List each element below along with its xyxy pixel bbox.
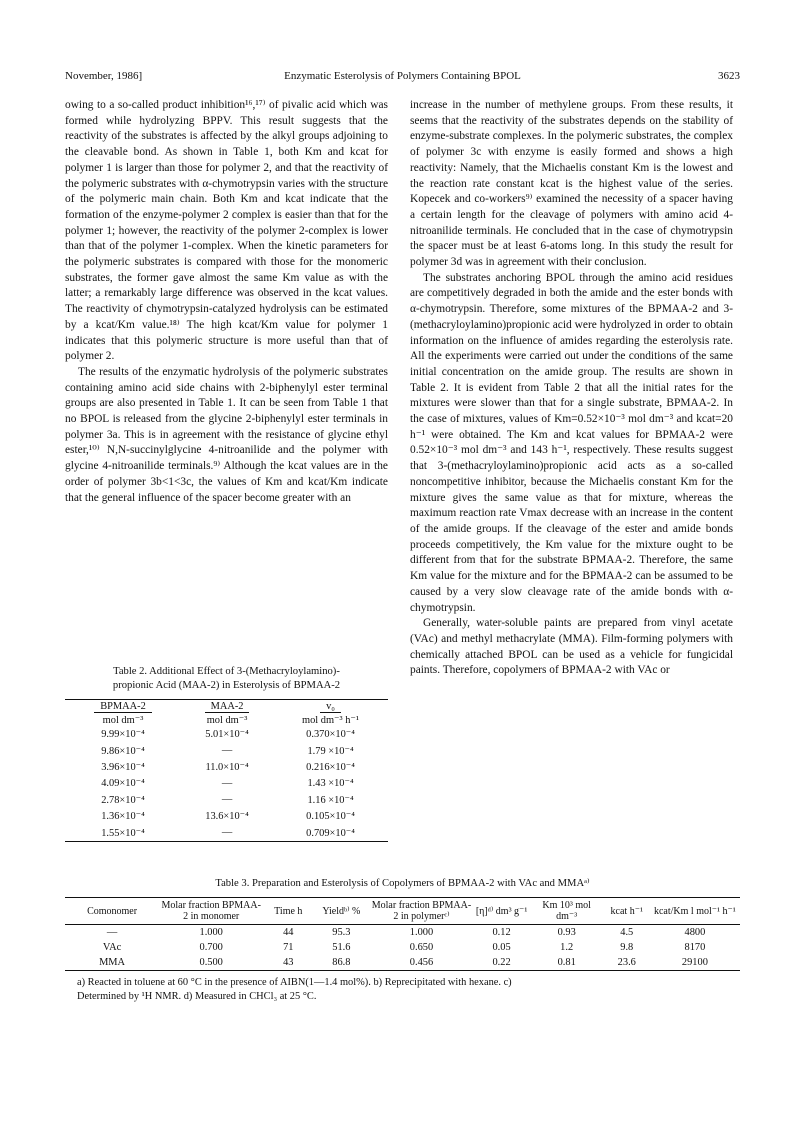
table-2-cell: —	[221, 777, 233, 789]
table-2-header-bpmaa: BPMAA-2	[65, 700, 181, 713]
table-3-cell: 0.700	[199, 942, 223, 953]
table-3-caption: Table 3. Preparation and Esterolysis of Copolymers of BPMAA-2 with VAc and MMAᵃ⁾	[215, 878, 590, 889]
table-3-cell: MMA	[99, 957, 126, 968]
table-3-row	[65, 925, 740, 940]
table-3-cell: 44	[283, 927, 294, 938]
table-3-header: kcat h⁻¹	[610, 905, 643, 917]
table-3-cell: 1.000	[199, 927, 223, 938]
table-3-cell: 0.81	[557, 957, 576, 968]
table-3-header: Km 10³ mol dm⁻³	[542, 900, 591, 922]
table-2-header-v0: v₀	[273, 700, 388, 713]
table-2-row	[65, 742, 388, 758]
table-3	[65, 877, 740, 1004]
table-3-cell: 86.8	[332, 957, 351, 968]
header-date: November, 1986]	[65, 70, 143, 82]
table-3-grid	[65, 898, 740, 924]
right-column	[410, 98, 733, 679]
table-2-caption-line-1: Table 2. Additional Effect of 3-(Methacryloylamino)-	[113, 666, 340, 677]
table-2-cell: 0.216×10⁻⁴	[306, 761, 355, 773]
table-2-row	[65, 792, 388, 808]
table-3-footnotes	[65, 976, 707, 1004]
table-3-cell: 8170	[684, 942, 706, 953]
table-3-cell: 95.3	[332, 927, 351, 938]
table-2-bottom-rule	[65, 841, 388, 842]
table-3-cell: 1.000	[409, 927, 434, 938]
table-2-cell: 2.78×10⁻⁴	[101, 794, 145, 806]
left-paragraph-2: The results of the enzymatic hydrolysis of the polymeric substrates containing amino acid side chains with 2-biphenylyl ester terminal groups are also presented in Table 1. It can be seen from Table 1 that no BPOL is released from the glycine 2-biphenylyl ester terminals in polymer 3a. This is in agreement with the resistance of glycine ethyl ester,¹⁰⁾ N,N-succinylglycine 4-nitroanilide and the polymer with glycine 4-nitroanilide terminals.⁹⁾ Although the kcat values are in the order of polymer 3b<1<3c, the values of Km and kcat/Km indicate that the general influence of the spacer become greater with an	[65, 365, 388, 504]
table-2-cell: 1.43 ×10⁻⁴	[307, 778, 354, 790]
table-3-cell: 0.500	[199, 957, 223, 968]
table-3-header: Molar fraction BPMAA-2 in polymerᶜ⁾	[371, 900, 472, 922]
table-3-cell: 43	[283, 957, 294, 968]
table-3-header: Yieldᵇ⁾ %	[322, 905, 361, 917]
table-2-grid	[65, 700, 388, 841]
table-3-cell: 0.12	[492, 927, 511, 938]
table-3-cell: 23.6	[617, 957, 636, 968]
table-2-row	[65, 759, 388, 775]
table-3-cell: —	[106, 927, 118, 938]
table-2-cell: 4.09×10⁻⁴	[101, 778, 145, 790]
table-2-header-maa: MAA-2	[181, 700, 273, 713]
table-3-cell: 71	[283, 942, 294, 953]
table-3-cell: 0.93	[557, 927, 576, 938]
table-3-cell: 1.2	[560, 942, 574, 953]
table-2-cell: 9.99×10⁻⁴	[101, 729, 145, 741]
table-3-header: Time h	[274, 905, 303, 917]
table-2-caption	[65, 665, 388, 693]
table-2	[65, 665, 388, 842]
table-3-header: kcat/Km l mol⁻¹ h⁻¹	[653, 905, 736, 917]
table-2-cell: —	[221, 827, 233, 839]
table-3-footnote-line: Determined by ¹H NMR. d) Measured in CHCl₃ at 25 °C.	[77, 991, 317, 1002]
table-3-footnote-line: a) Reacted in toluene at 60 °C in the presence of AIBN(1—1.4 mol%). b) Reprecipitated with hexane. c)	[77, 977, 512, 988]
table-2-cell: 1.16 ×10⁻⁴	[307, 794, 354, 806]
table-3-header: Molar fraction BPMAA-2 in monomer	[161, 900, 261, 922]
table-3-cell: 0.05	[492, 942, 511, 953]
table-2-row	[65, 726, 388, 742]
left-column	[65, 98, 388, 506]
table-2-cell: 0.370×10⁻⁴	[306, 729, 355, 741]
table-3-row	[65, 955, 740, 970]
table-2-cell: 0.709×10⁻⁴	[306, 827, 355, 839]
table-2-cell: 1.36×10⁻⁴	[101, 811, 145, 823]
table-2-cell: 11.0×10⁻⁴	[205, 761, 249, 773]
right-paragraph-3: Generally, water-soluble paints are prepared from vinyl acetate (VAc) and methyl methacrylate (MMA). Film-forming polymers with chemically attached BPOL can be used as a vehicle for fungicidal paints. Therefore, copolymers of BPMAA-2 with VAc or	[410, 617, 733, 677]
table-2-unit: mol dm⁻³ h⁻¹	[302, 714, 360, 726]
table-3-row	[65, 940, 740, 955]
table-2-cell: 5.01×10⁻⁴	[205, 729, 249, 741]
right-paragraph-1: increase in the number of methylene groups. From these results, it seems that the reactivity of the substrates depends on the stability of enzyme-substrate complexes. In the polymeric substrates, the complex of polymer 3c with enzyme is easily formed and shows a high reactivity: Namely, that the Michaelis constant Km is the lowest and the reaction rate constant kcat is the highest value of the series. Kopecek and co-workers⁹⁾ examined the necessity of a spacer having a certain length for the cleavage of polymers with amino acid 4-nitroanilide terminals. He concluded that in the case of chymotrypsin the spacer must be at least 6-atoms long. In this study the result for polymer 3d was in agreement with their conclusion.	[410, 99, 733, 269]
table-2-cell: 1.55×10⁻⁴	[101, 827, 145, 839]
table-3-cell: 9.8	[620, 942, 634, 953]
table-3-cell: 0.650	[409, 942, 434, 953]
running-header	[65, 70, 740, 86]
table-2-row	[65, 775, 388, 791]
table-3-cell: 0.456	[409, 957, 434, 968]
table-3-header: Comonomer	[87, 905, 138, 917]
table-3-cell: 29100	[681, 957, 708, 968]
table-2-unit: mol dm⁻³	[206, 714, 248, 726]
table-2-caption-line-2: propionic Acid (MAA-2) in Esterolysis of BPMAA-2	[112, 680, 341, 691]
table-2-cell: 1.79 ×10⁻⁴	[307, 745, 354, 757]
table-2-cell: —	[221, 794, 233, 806]
right-paragraph-2: The substrates anchoring BPOL through the amino acid residues are competitively degraded in both the amide and the ester bonds with α-chymotrypsin. Therefore, some mixtures of the BPMAA-2 and 3-(methacryloylamino)propionic acid were hydrolyzed in order to obtain information on the influence of amides regarding the esterolysis rate. All the experiments were carried out under the conditions of the same initial concentration on the amide group. The results are shown in Table 2. It is evident from Table 2 that all the initial rates for the mixtures were slower than that for a single substrate, BPMAA-2. In the case of mixtures, values of Km=0.52×10⁻³ mol dm⁻³ and kcat=20 h⁻¹ were obtained. The Km and kcat values for BPMAA-2 were 0.52×10⁻³ mol dm⁻³ and 143 h⁻¹, respectively. These results suggest that 3-(methacryloylamino)propionic acid acts as a so-called noncompetitive inhibitor, because the Michaelis constant Km for the mixture gives the same value as that for mixture, whereas the maximum reaction rate Vmax decrease with an increase in the content of the amide groups. If the cleavage of the ester and amide bonds proceeds competitively, the Km value for the mixture ought to be different from that for the substrate BPMAA-2. Therefore, the same Km value for the mixture and for the BPMAA-2 can be assumed to be caused by a very slow cleavage rate of the amide bonds with α-chymotrypsin.	[410, 271, 733, 614]
table-3-cell: 4.5	[620, 927, 634, 938]
table-3-header: [η]ᵈ⁾ dm³ g⁻¹	[475, 905, 528, 917]
table-3-bottom-rule	[65, 970, 740, 971]
table-2-cell: 13.6×10⁻⁴	[205, 811, 249, 823]
left-paragraph-1: owing to a so-called product inhibition¹⁶,¹⁷⁾ of pivalic acid which was formed while hydrolyzing BPPV. This result suggests that the reactivity of the substrates is affected by the alkyl groups adjoining to the cleavable bond. As shown in Table 1, both Km and kcat for polymer 1 is larger than those for polymer 2, and that the reactivity of the polymeric substrates with α-chymotrypsin varies with the structure of the polymeric main chain. Both Km and kcat indicate that the formation of the enzyme-polymer 2 complex is easier than that for the polymer 1; however, the reactivity of the polymer 2-complex is lower than that of the polymer 1-complex. When the kinetic parameters for the polymeric substrates is compared with those for the monomeric substrates, the former gave almost the same Km value as with the latter; a remarkably large difference was observed in the kcat values. The reactivity of chymotrypsin-catalyzed hydrolysis can be estimated by a kcat/Km value.¹⁸⁾ The high kcat/Km value for polymer 1 indicates that this polymeric structure is more useful than that of polymer 2.	[65, 99, 388, 363]
table-2-row	[65, 824, 388, 840]
table-3-cell: VAc	[102, 942, 122, 953]
table-2-row	[65, 808, 388, 824]
table-2-cell: 9.86×10⁻⁴	[101, 745, 145, 757]
table-3-cell: 51.6	[332, 942, 351, 953]
table-3-cell: 0.22	[492, 957, 511, 968]
table-3-cell: 4800	[684, 927, 706, 938]
header-title: Enzymatic Esterolysis of Polymers Containing BPOL	[284, 70, 521, 82]
page-number: 3623	[718, 70, 740, 82]
table-2-unit: mol dm⁻³	[102, 714, 144, 726]
table-2-cell: 0.105×10⁻⁴	[306, 811, 355, 823]
table-2-cell: 3.96×10⁻⁴	[101, 761, 145, 773]
table-2-cell: —	[221, 745, 233, 757]
